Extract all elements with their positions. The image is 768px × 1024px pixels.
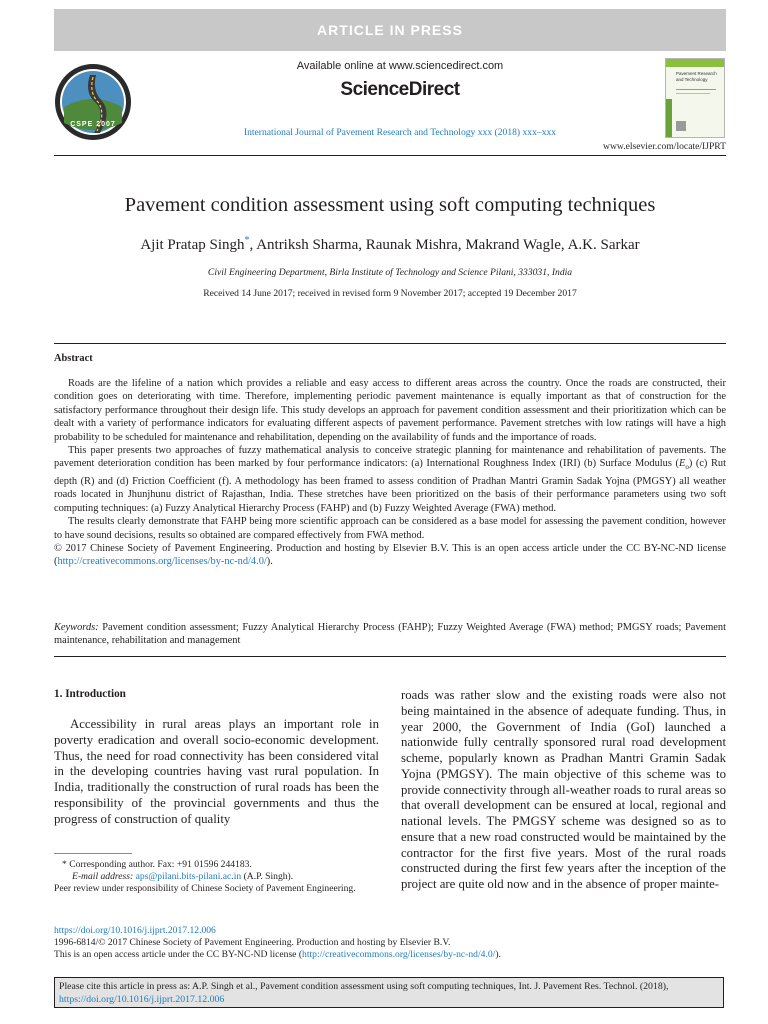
header-rule <box>54 155 726 156</box>
doi-block <box>54 925 726 961</box>
copyright-line: © 2017 Chinese Society of Pavement Engineering. Production and hosting by Elsevier B.V. This is an open access article under the CC BY-NC-ND license (http://creativecommons.org/licenses/by-nc-nd/4.0/). <box>54 542 726 568</box>
abstract-bottom-rule <box>54 656 726 657</box>
journal-cover-title: Pavement Research and Technology <box>676 71 717 82</box>
email-name: (A.P. Singh). <box>243 871 294 882</box>
open-access-line: This is an open access article under the CC BY-NC-ND license (http://creativecommons.org/licenses/by-nc-nd/4.0/). <box>54 949 501 960</box>
affiliation: Civil Engineering Department, Birla Institute of Technology and Science Pilani, 333031, India <box>207 267 573 278</box>
keywords <box>54 621 726 648</box>
intro-left-column <box>54 717 379 827</box>
open-access-link[interactable]: http://creativecommons.org/licenses/by-nc-nd/4.0/ <box>302 949 496 960</box>
citation-text: Please cite this article in press as: A.P. Singh et al., Pavement condition assessment using soft computing techniques, Int. J. Pavement Res. Technol. (2018), <box>59 981 669 992</box>
abstract-top-rule <box>54 343 726 344</box>
email-footnote <box>54 871 379 883</box>
society-logo <box>54 63 132 141</box>
email-label: E-mail address: <box>72 871 134 882</box>
corresponding-footnote <box>54 859 379 871</box>
citation-box <box>54 977 724 1008</box>
logo-text: CSPE 2007 <box>70 121 116 128</box>
license-link[interactable]: http://creativecommons.org/licenses/by-nc-nd/4.0/ <box>57 556 267 568</box>
received-dates: Received 14 June 2017; received in revised form 9 November 2017; accepted 19 December 2017 <box>203 288 577 299</box>
keywords-label: Keywords: <box>54 622 99 633</box>
article-in-press-banner: ARTICLE IN PRESS <box>54 9 726 51</box>
society-logo-icon <box>54 63 132 141</box>
section-heading: 1. Introduction <box>54 688 126 700</box>
abstract-paragraph: Roads are the lifeline of a nation which provides a reliable and easy access to different areas across the country. Once the roads are constructed, their condition goes on deteriorating with time. Therefore, implementing periodic pavement maintenance is equally important as that of construction for the satisfactory performance throughout their design life. This study develops an approach for pavement condition assessment and their prioritization which can be dealt with a variety of performance indicators for evaluating different aspects of pavement performance. Pavement stretches with low ratings will have a high probability to be scheduled for maintenance and rehabilitation, depending on the availability of funds and the importance of roads. <box>54 378 726 443</box>
footnotes <box>54 859 379 895</box>
intro-right-column <box>401 688 726 893</box>
corresponding-author-mark[interactable]: * <box>244 235 250 246</box>
email-link[interactable]: aps@pilani.bits-pilani.ac.in <box>135 871 242 882</box>
journal-cover <box>665 58 725 138</box>
corresponding-text: Corresponding author. Fax: +91 01596 244183. <box>69 859 252 870</box>
footnote-mark: * <box>62 859 67 870</box>
citation-doi-link[interactable]: https://doi.org/10.1016/j.ijprt.2017.12.006 <box>59 994 225 1005</box>
journal-url[interactable]: www.elsevier.com/locate/IJPRT <box>603 141 726 152</box>
other-authors: , Antriksh Sharma, Raunak Mishra, Makrand Wagle, A.K. Sarkar <box>249 237 640 253</box>
available-online: Available online at www.sciencedirect.com <box>296 60 504 72</box>
abstract-heading: Abstract <box>54 353 93 364</box>
abstract-paragraph: This paper presents two approaches of fuzzy mathematical analysis to conceive strategic planning for maintenance and rehabilitation of pavements. The pavement deterioration condition has been marked by four performance indicators: (a) International Roughness Index (IRI) (b) Surface Modulus $(E_o)$ (c) Rut depth (R) and (d) Friction Coefficient (f). A methodology has been framed to assess condition of Pradhan Mantri Gramin Sadak Yojna (PMGSY) all weather roads located in Jhunjhunu district of Rajasthan, India. These stretches have been prioritized on the basis of their performance parameters using two soft computing techniques: (a) Fuzzy Analytical Hierarchy Process (FAHP) and (b) Fuzzy Weighted Average (FWA) method. <box>54 445 726 514</box>
doi-link[interactable]: https://doi.org/10.1016/j.ijprt.2017.12.006 <box>54 925 216 936</box>
abstract-paragraph: The results clearly demonstrate that FAHP being more scientific approach can be considered as a base model for assessing the pavement condition, however to have sound decisions, results so obtained are compared effectively from FWA method. <box>54 516 726 541</box>
article-title: Pavement condition assessment using soft computing techniques <box>124 194 656 216</box>
publisher-name: ScienceDirect <box>340 79 460 100</box>
issn-line: 1996-6814/© 2017 Chinese Society of Pavement Engineering. Production and hosting by Elsevier B.V. <box>54 937 451 948</box>
intro-paragraph: Accessibility in rural areas plays an important role in poverty eradication and overall socio-economic development. Thus, the need for road connectivity has been considered vital in the developing countries having vast rural population. In India, traditionally the construction of rural roads has been the responsibility of the provincial governments and thus the progress of construction of quality <box>54 717 379 826</box>
lead-author: Ajit Pratap Singh <box>140 237 245 253</box>
journal-line[interactable]: International Journal of Pavement Research and Technology xxx (2018) xxx–xxx <box>243 127 557 138</box>
peer-review-note: Peer review under responsibility of Chinese Society of Pavement Engineering. <box>54 883 356 894</box>
intro-paragraph-continued: roads was rather slow and the existing roads were also not being maintained in the absence of adequate funding. Thus, in year 2000, the Government of India (GoI) launched a nationwide fully centrally sponsored rural road development scheme, popularly known as Pradhan Mantri Gramin Sadak Yojna (PMGSY). The main objective of this scheme was to provide connectivity through all-weather roads to rural areas so that overall development can be ensured at local, regional and national levels. The PMGSY scheme was designed so as to ensure that a new road constructed would be maintained by the contractor for the first five years. Most of the rural roads constructed during the first few years after the inception of the project are quite old now and in the absence of proper mainte- <box>401 688 726 891</box>
keywords-list: Pavement condition assessment; Fuzzy Analytical Hierarchy Process (FAHP); Fuzzy Weighted Average (FWA) method; PMGSY roads; Pavement maintenance, rehabilitation and management <box>54 622 726 647</box>
authors <box>54 235 726 254</box>
abstract-body <box>54 377 726 569</box>
footnote-rule <box>54 853 132 854</box>
